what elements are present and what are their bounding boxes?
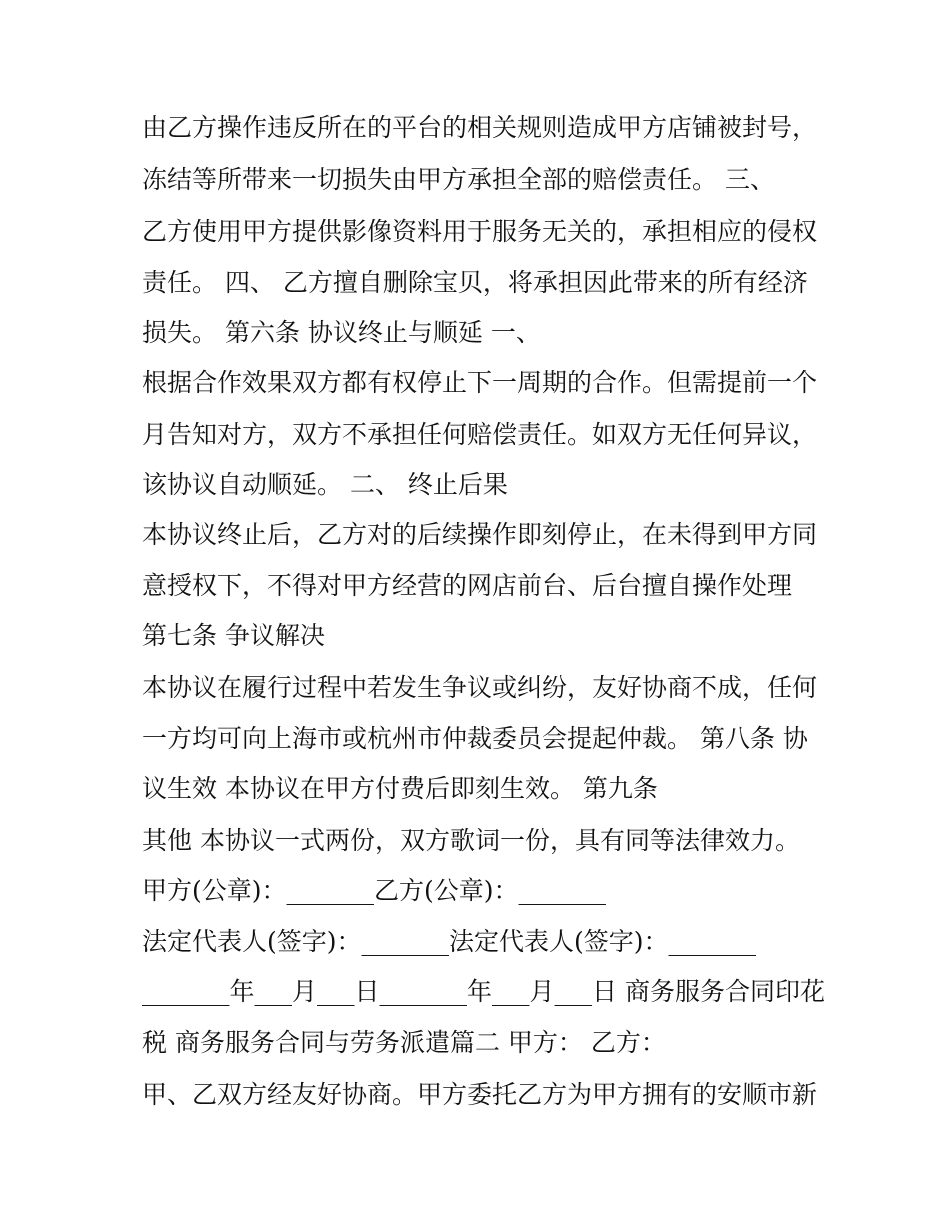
text-line: 损失。 第六条 协议终止与顺延 一、: [142, 318, 541, 347]
text-line: 该协议自动顺延。 二、 终止后果: [142, 470, 508, 499]
text-line: 其他 本协议一式两份，双方歌词一份，具有同等法律效力。: [142, 826, 800, 855]
signature-line-party: 甲方(公章)：_______乙方(公章)：_______: [142, 876, 607, 905]
text-line: 本协议终止后，乙方对的后续操作即刻停止，在未得到甲方同: [142, 520, 818, 549]
text-line: 月告知对方，双方不承担任何赔偿责任。如双方无任何异议，: [142, 420, 818, 449]
date-line: _______年___月___日_______年___月___日 商务服务合同印花: [142, 977, 825, 1006]
text-line: 议生效 本协议在甲方付费后即刻生效。 第九条: [142, 774, 658, 803]
signature-line-representative: 法定代表人(签字)：_______法定代表人(签字)：_______: [142, 927, 757, 956]
section-heading: 第七条 争议解决: [142, 621, 325, 650]
text-line: 责任。 四、 乙方擅自删除宝贝，将承担因此带来的所有经济: [142, 268, 808, 297]
text-line: 冻结等所带来一切损失由甲方承担全部的赔偿责任。 三、: [142, 165, 775, 194]
text-line: 本协议在履行过程中若发生争议或纠纷，友好协商不成，任何: [142, 673, 818, 702]
text-line: 一方均可向上海市或杭州市仲裁委员会提起仲裁。 第八条 协: [142, 724, 808, 753]
text-line: 乙方使用甲方提供影像资料用于服务无关的，承担相应的侵权: [142, 217, 818, 246]
text-line: 由乙方操作违反所在的平台的相关规则造成甲方店铺被封号，: [142, 113, 818, 142]
text-line: 甲、乙双方经友好协商。甲方委托乙方为甲方拥有的安顺市新: [142, 1080, 818, 1109]
text-line: 意授权下，不得对甲方经营的网店前台、后台擅自操作处理: [142, 571, 793, 600]
text-line: 根据合作效果双方都有权停止下一周期的合作。但需提前一个: [142, 368, 818, 397]
text-line: 税 商务服务合同与劳务派遣篇二 甲方： 乙方：: [142, 1028, 666, 1057]
